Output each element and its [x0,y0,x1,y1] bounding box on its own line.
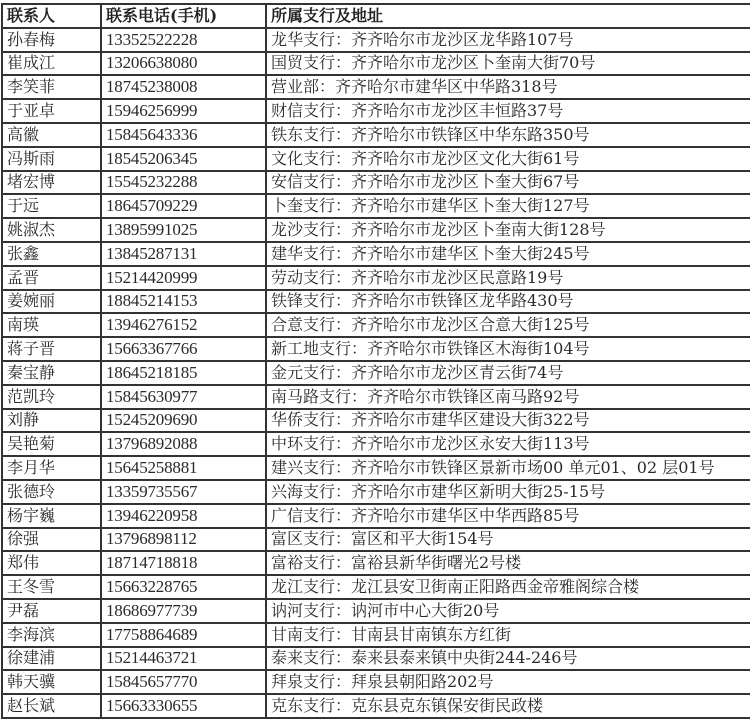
contact-phone: 15845643336 [101,123,266,147]
contact-table [1,3,750,719]
table-row [2,290,750,314]
table-row [2,266,750,290]
contact-phone: 18545206345 [101,147,266,171]
contact-name: 徐建浦 [2,647,101,671]
branch-address: 龙沙支行：齐齐哈尔市龙沙区卜奎南大街128号 [266,218,750,242]
contact-name: 孙春梅 [2,28,101,52]
contact-phone: 18745238008 [101,75,266,99]
table-row [2,599,750,623]
table-row [2,242,750,266]
contact-name: 刘静 [2,409,101,433]
table-row [2,551,750,575]
branch-address: 兴海支行：齐齐哈尔市建华区新明大街25-15号 [266,480,750,504]
contact-name: 徐强 [2,528,101,552]
contact-phone: 15946256999 [101,99,266,123]
table-row [2,409,750,433]
contact-name: 高徽 [2,123,101,147]
branch-address: 安信支行：齐齐哈尔市龙沙区卜奎大街67号 [266,171,750,195]
contact-phone: 18645709229 [101,194,266,218]
contact-name: 李笑菲 [2,75,101,99]
contact-phone: 18645218185 [101,361,266,385]
table-row [2,194,750,218]
contact-name: 姚淑杰 [2,218,101,242]
contact-phone: 18714718818 [101,551,266,575]
contact-name: 冯斯雨 [2,147,101,171]
table-row [2,456,750,480]
branch-address: 建兴支行：齐齐哈尔市铁锋区景新市场00 单元01、02 层01号 [266,456,750,480]
branch-address: 龙江支行：龙江县安卫街南正阳路西金帝雅阁综合楼 [266,575,750,599]
header-branch: 所属支行及地址 [266,4,750,28]
branch-address: 华侨支行：齐齐哈尔市建华区建设大街322号 [266,409,750,433]
table-row [2,337,750,361]
branch-address: 新工地支行：齐齐哈尔市铁锋区木海街104号 [266,337,750,361]
table-row [2,694,750,718]
contact-phone: 15214420999 [101,266,266,290]
contact-name: 堵宏博 [2,171,101,195]
contact-phone: 18686977739 [101,599,266,623]
contact-name: 吴艳菊 [2,432,101,456]
contact-name: 孟晋 [2,266,101,290]
table-row [2,480,750,504]
table-row [2,385,750,409]
header-row [2,4,750,28]
table-row [2,218,750,242]
branch-address: 铁锋支行：齐齐哈尔市铁锋区龙华路430号 [266,290,750,314]
table-row [2,75,750,99]
contact-name: 杨宇巍 [2,504,101,528]
contact-phone: 13845287131 [101,242,266,266]
table-row [2,123,750,147]
contact-name: 张德玲 [2,480,101,504]
contact-name: 于远 [2,194,101,218]
branch-address: 国贸支行：齐齐哈尔市龙沙区卜奎南大街70号 [266,52,750,76]
table-row [2,504,750,528]
contact-phone: 13946220958 [101,504,266,528]
branch-address: 铁东支行：齐齐哈尔市铁锋区中华东路350号 [266,123,750,147]
contact-name: 赵长斌 [2,694,101,718]
branch-address: 劳动支行：齐齐哈尔市龙沙区民意路19号 [266,266,750,290]
contact-name: 李月华 [2,456,101,480]
contact-phone: 15845630977 [101,385,266,409]
contact-phone: 15645258881 [101,456,266,480]
table-row [2,147,750,171]
branch-address: 卜奎支行：齐齐哈尔市建华区卜奎大街127号 [266,194,750,218]
contact-name: 王冬雪 [2,575,101,599]
contact-phone: 18845214153 [101,290,266,314]
contact-phone: 15845657770 [101,670,266,694]
table-row [2,361,750,385]
branch-address: 甘南支行：甘南县甘南镇东方红街 [266,623,750,647]
contact-name: 南瑛 [2,313,101,337]
branch-address: 财信支行：齐齐哈尔市龙沙区丰恒路37号 [266,99,750,123]
contact-name: 尹磊 [2,599,101,623]
contact-phone: 13895991025 [101,218,266,242]
branch-address: 讷河支行：讷河市中心大街20号 [266,599,750,623]
branch-address: 富区支行：富区和平大街154号 [266,528,750,552]
contact-name: 秦宝静 [2,361,101,385]
contact-phone: 15663367766 [101,337,266,361]
branch-address: 龙华支行：齐齐哈尔市龙沙区龙华路107号 [266,28,750,52]
branch-address: 富裕支行：富裕县新华街曙光2号楼 [266,551,750,575]
contact-phone: 15663228765 [101,575,266,599]
contact-phone: 13359735567 [101,480,266,504]
contact-name: 崔成江 [2,52,101,76]
branch-address: 金元支行：齐齐哈尔市龙沙区青云街74号 [266,361,750,385]
contact-name: 张鑫 [2,242,101,266]
table-row [2,623,750,647]
contact-name: 范凯玲 [2,385,101,409]
branch-address: 建华支行：齐齐哈尔市建华区卜奎大街245号 [266,242,750,266]
table-row [2,432,750,456]
branch-address: 泰来支行：泰来县泰来镇中央街244-246号 [266,647,750,671]
branch-address: 文化支行：齐齐哈尔市龙沙区文化大街61号 [266,147,750,171]
table-row [2,99,750,123]
branch-address: 拜泉支行：拜泉县朝阳路202号 [266,670,750,694]
contact-name: 姜婉丽 [2,290,101,314]
header-name: 联系人 [2,4,101,28]
contact-phone: 17758864689 [101,623,266,647]
table-row [2,313,750,337]
branch-address: 营业部：齐齐哈尔市建华区中华路318号 [266,75,750,99]
contact-phone: 15545232288 [101,171,266,195]
contact-phone: 13206638080 [101,52,266,76]
contact-name: 于亚卓 [2,99,101,123]
table-row [2,28,750,52]
table-row [2,528,750,552]
table-row [2,575,750,599]
table-row [2,171,750,195]
header-phone: 联系电话(手机) [101,4,266,28]
branch-address: 合意支行：齐齐哈尔市龙沙区合意大街125号 [266,313,750,337]
branch-address: 中环支行：齐齐哈尔市龙沙区永安大街113号 [266,432,750,456]
contact-phone: 15214463721 [101,647,266,671]
contact-phone: 15663330655 [101,694,266,718]
contact-phone: 13796892088 [101,432,266,456]
branch-address: 南马路支行：齐齐哈尔市铁锋区南马路92号 [266,385,750,409]
table-body [2,28,750,718]
contact-name: 李海滨 [2,623,101,647]
table-row [2,52,750,76]
contact-phone: 13796898112 [101,528,266,552]
contact-name: 韩天骥 [2,670,101,694]
branch-address: 克东支行：克东县克东镇保安街民政楼 [266,694,750,718]
table-row [2,670,750,694]
branch-address: 广信支行：齐齐哈尔市建华区中华西路85号 [266,504,750,528]
contact-phone: 13352522228 [101,28,266,52]
contact-phone: 15245209690 [101,409,266,433]
contact-phone: 13946276152 [101,313,266,337]
table-row [2,647,750,671]
contact-name: 郑伟 [2,551,101,575]
contact-name: 蒋子晋 [2,337,101,361]
